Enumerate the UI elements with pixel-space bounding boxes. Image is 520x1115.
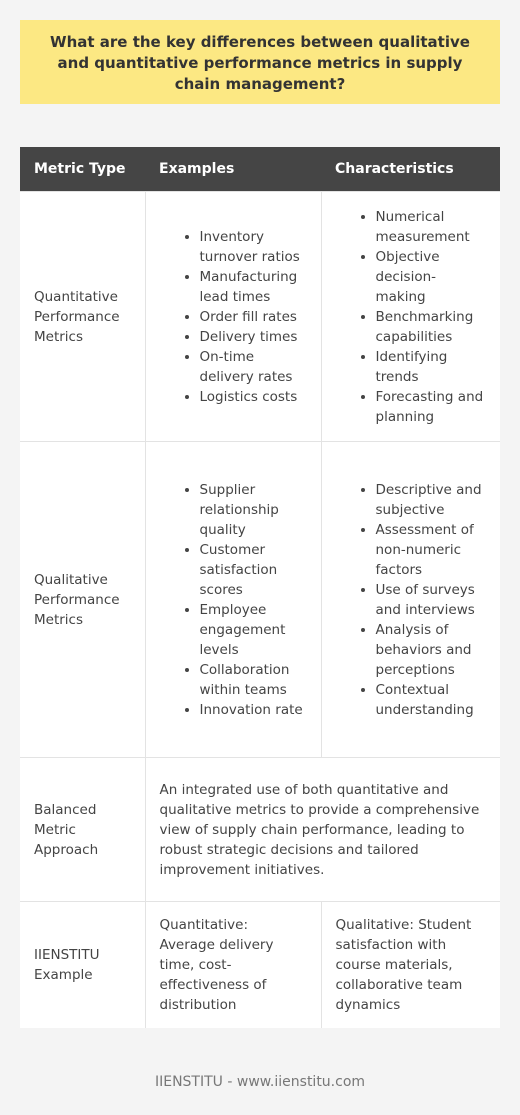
characteristics-cell [321, 442, 500, 758]
header-characteristics: Characteristics [321, 147, 500, 192]
list-item: • Logistics costs [200, 387, 307, 407]
examples-cell [145, 192, 321, 442]
list-item: • Contextual understanding [376, 680, 487, 720]
header-metric-type: Metric Type [20, 147, 145, 192]
list-item: • Customer satisfaction scores [200, 540, 307, 600]
footer-text: IIENSTITU - www.iienstitu.com [154, 1074, 366, 1090]
list-item: • Assessment of non-numeric factors [376, 520, 487, 580]
metric-type-cell: Quantitative Performance Metrics [20, 192, 145, 442]
examples-list [160, 480, 307, 720]
list-item: • Manufacturing lead times [200, 267, 307, 307]
list-item: • Supplier relationship quality [200, 480, 307, 540]
list-item: • Analysis of behaviors and perceptions [376, 620, 487, 680]
table-row-balanced [20, 758, 500, 902]
table-row-example [20, 902, 500, 1028]
list-item: • Descriptive and subjective [376, 480, 487, 520]
table-header-row [20, 147, 500, 192]
characteristics-cell [321, 192, 500, 442]
examples-list [160, 227, 307, 407]
list-item: • Identifying trends [376, 347, 487, 387]
list-item: • Use of surveys and interviews [376, 580, 487, 620]
table-row-quantitative [20, 192, 500, 442]
characteristics-list [336, 207, 487, 427]
page-title: What are the key differences between qualitative and quantitative performance metrics in supply chain management? [20, 20, 500, 104]
list-item: • Objective decision-making [376, 247, 487, 307]
list-item: • Employee engagement levels [200, 600, 307, 660]
characteristics-cell: Qualitative: Student satisfaction with course materials, collaborative team dynamics [321, 902, 500, 1028]
list-item: • Benchmarking capabilities [376, 307, 487, 347]
metric-type-cell: IIENSTITU Example [20, 902, 145, 1028]
examples-cell [145, 442, 321, 758]
description-cell: An integrated use of both quantitative and qualitative metrics to provide a comprehensive view of supply chain performance, leading to robust strategic decisions and tailored improvement initiatives. [145, 758, 500, 902]
list-item: • Order fill rates [200, 307, 307, 327]
list-item: • Inventory turnover ratios [200, 227, 307, 267]
metrics-table [20, 147, 500, 1028]
list-item: • On-time delivery rates [200, 347, 307, 387]
list-item: • Delivery times [200, 327, 307, 347]
list-item: • Forecasting and planning [376, 387, 487, 427]
metric-type-cell: Balanced Metric Approach [20, 758, 145, 902]
examples-cell: Quantitative: Average delivery time, cost-effectiveness of distribution [145, 902, 321, 1028]
table-row-qualitative [20, 442, 500, 758]
header-examples: Examples [145, 147, 321, 192]
list-item: • Collaboration within teams [200, 660, 307, 700]
list-item: • Numerical measurement [376, 207, 487, 247]
list-item: • Innovation rate [200, 700, 307, 720]
metric-type-cell: Qualitative Performance Metrics [20, 442, 145, 758]
characteristics-list [336, 480, 487, 720]
